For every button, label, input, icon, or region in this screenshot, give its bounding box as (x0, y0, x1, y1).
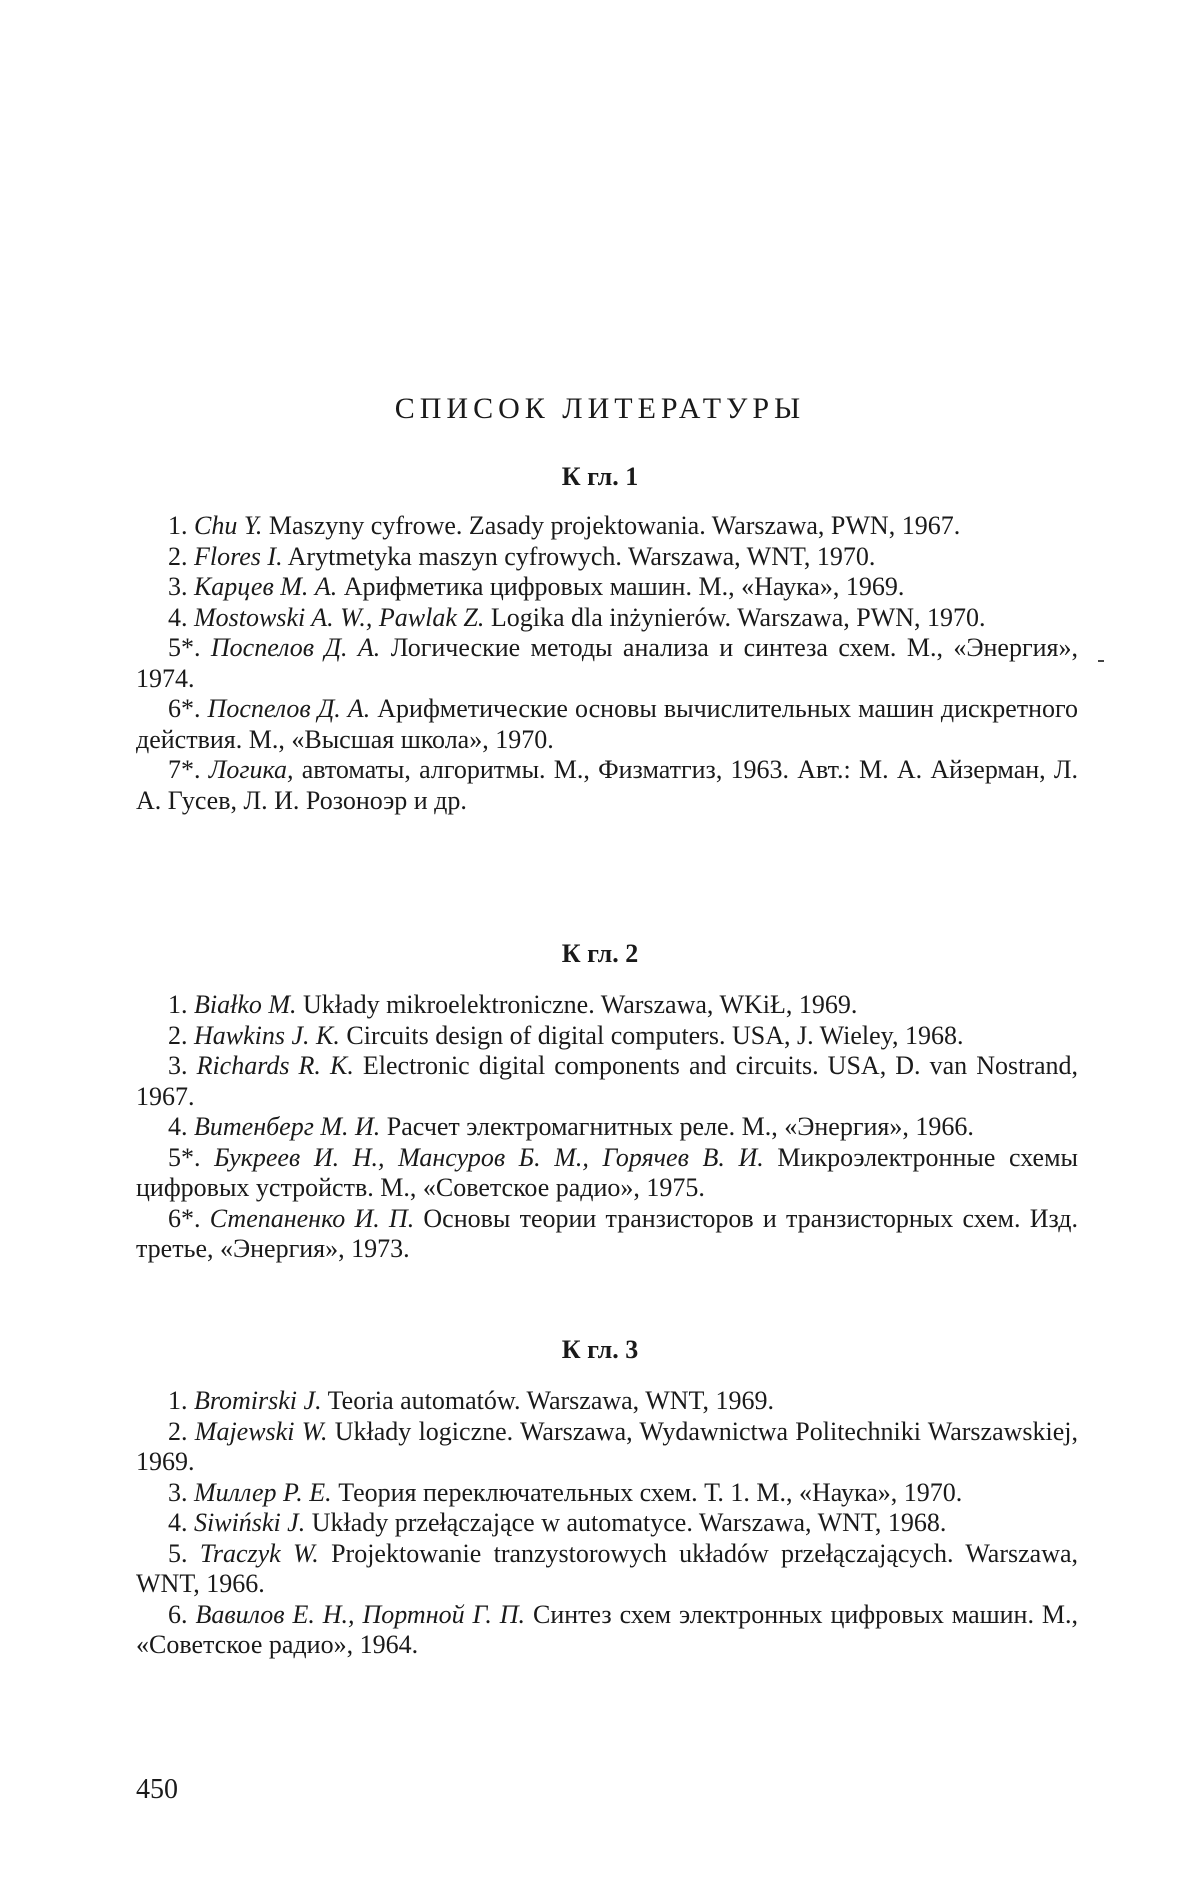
page-number: 450 (136, 1774, 178, 1805)
reference-item: 3. Карцев М. А. Арифметика цифровых машин. М., «Наука», 1969. (168, 572, 905, 601)
reference-item: 2. Majewski W. Układy logiczne. Warszawa, Wydawnictwa Politechniki Warszawskiej, 1969. (136, 1416, 1079, 1476)
reference-item: 6. Вавилов Е. Н., Портной Г. П. Синтез схем электронных цифровых машин. М., «Советское радио», 1964. (136, 1599, 1079, 1659)
reference-item: 3. Richards R. K. Electronic digital components and circuits. USA, D. van Nostrand, 1967. (136, 1051, 1079, 1111)
reference-item: 3. Миллер Р. Е. Теория переключательных схем. Т. 1. М., «Наука», 1970. (168, 1477, 963, 1507)
reference-item: 6*. Поспелов Д. А. Арифметические основы вычислительных машин дискретного действия. М., «Высшая школа», 1970. (136, 694, 1079, 754)
reference-item: 1. Białko M. Układy mikroelektroniczne. Warszawa, WKiŁ, 1969. (168, 990, 858, 1019)
reference-item: 2. Flores I. Arytmetyka maszyn cyfrowych. Warszawa, WNT, 1970. (168, 541, 876, 571)
reference-item: 5. Traczyk W. Projektowanie tranzystorowych układów przełączających. Warszawa, WNT, 1966. (136, 1538, 1079, 1598)
reference-list-ch1 (136, 511, 1078, 816)
reference-item: 5*. Букреев И. Н., Мансуров Б. М., Горячев В. И. Микроэлектронные схемы цифровых устройств. М., «Советское радио», 1975. (136, 1142, 1079, 1202)
section-heading-ch1: К гл. 1 (561, 462, 639, 491)
reference-item: 6*. Степаненко И. П. Основы теории транзисторов и транзисторных схем. Изд. третье, «Энергия», 1973. (136, 1203, 1078, 1263)
reference-list-ch2 (136, 990, 1078, 1265)
margin-mark (1098, 660, 1104, 662)
reference-item: 1. Chu Y. Maszyny cyfrowe. Zasady projektowania. Warszawa, PWN, 1967. (168, 511, 961, 540)
page-title: СПИСОК ЛИТЕРАТУРЫ (394, 392, 806, 425)
reference-item: 4. Витенберг М. И. Расчет электромагнитных реле. М., «Энергия», 1966. (168, 1112, 974, 1141)
section-heading-ch3: К гл. 3 (561, 1335, 639, 1364)
section-heading-ch2: К гл. 2 (561, 939, 639, 968)
reference-item: 4. Siwiński J. Układy przełączające w automatyce. Warszawa, WNT, 1968. (168, 1508, 947, 1537)
reference-list-ch3 (136, 1386, 1078, 1661)
reference-item: 5*. Поспелов Д. А. Логические методы анализа и синтеза схем. М., «Энергия», 1974. (136, 633, 1079, 693)
reference-item: 1. Bromirski J. Teoria automatów. Warszawa, WNT, 1969. (168, 1386, 774, 1415)
reference-item: 7*. Логика, автоматы, алгоритмы. М., Физматгиз, 1963. Авт.: М. А. Айзерман, Л. А. Гусев, Л. И. Розоноэр и др. (136, 755, 1079, 815)
reference-item: 4. Mostowski A. W., Pawlak Z. Logika dla inżynierów. Warszawa, PWN, 1970. (168, 602, 986, 632)
reference-item: 2. Hawkins J. K. Circuits design of digital computers. USA, J. Wieley, 1968. (168, 1020, 964, 1050)
